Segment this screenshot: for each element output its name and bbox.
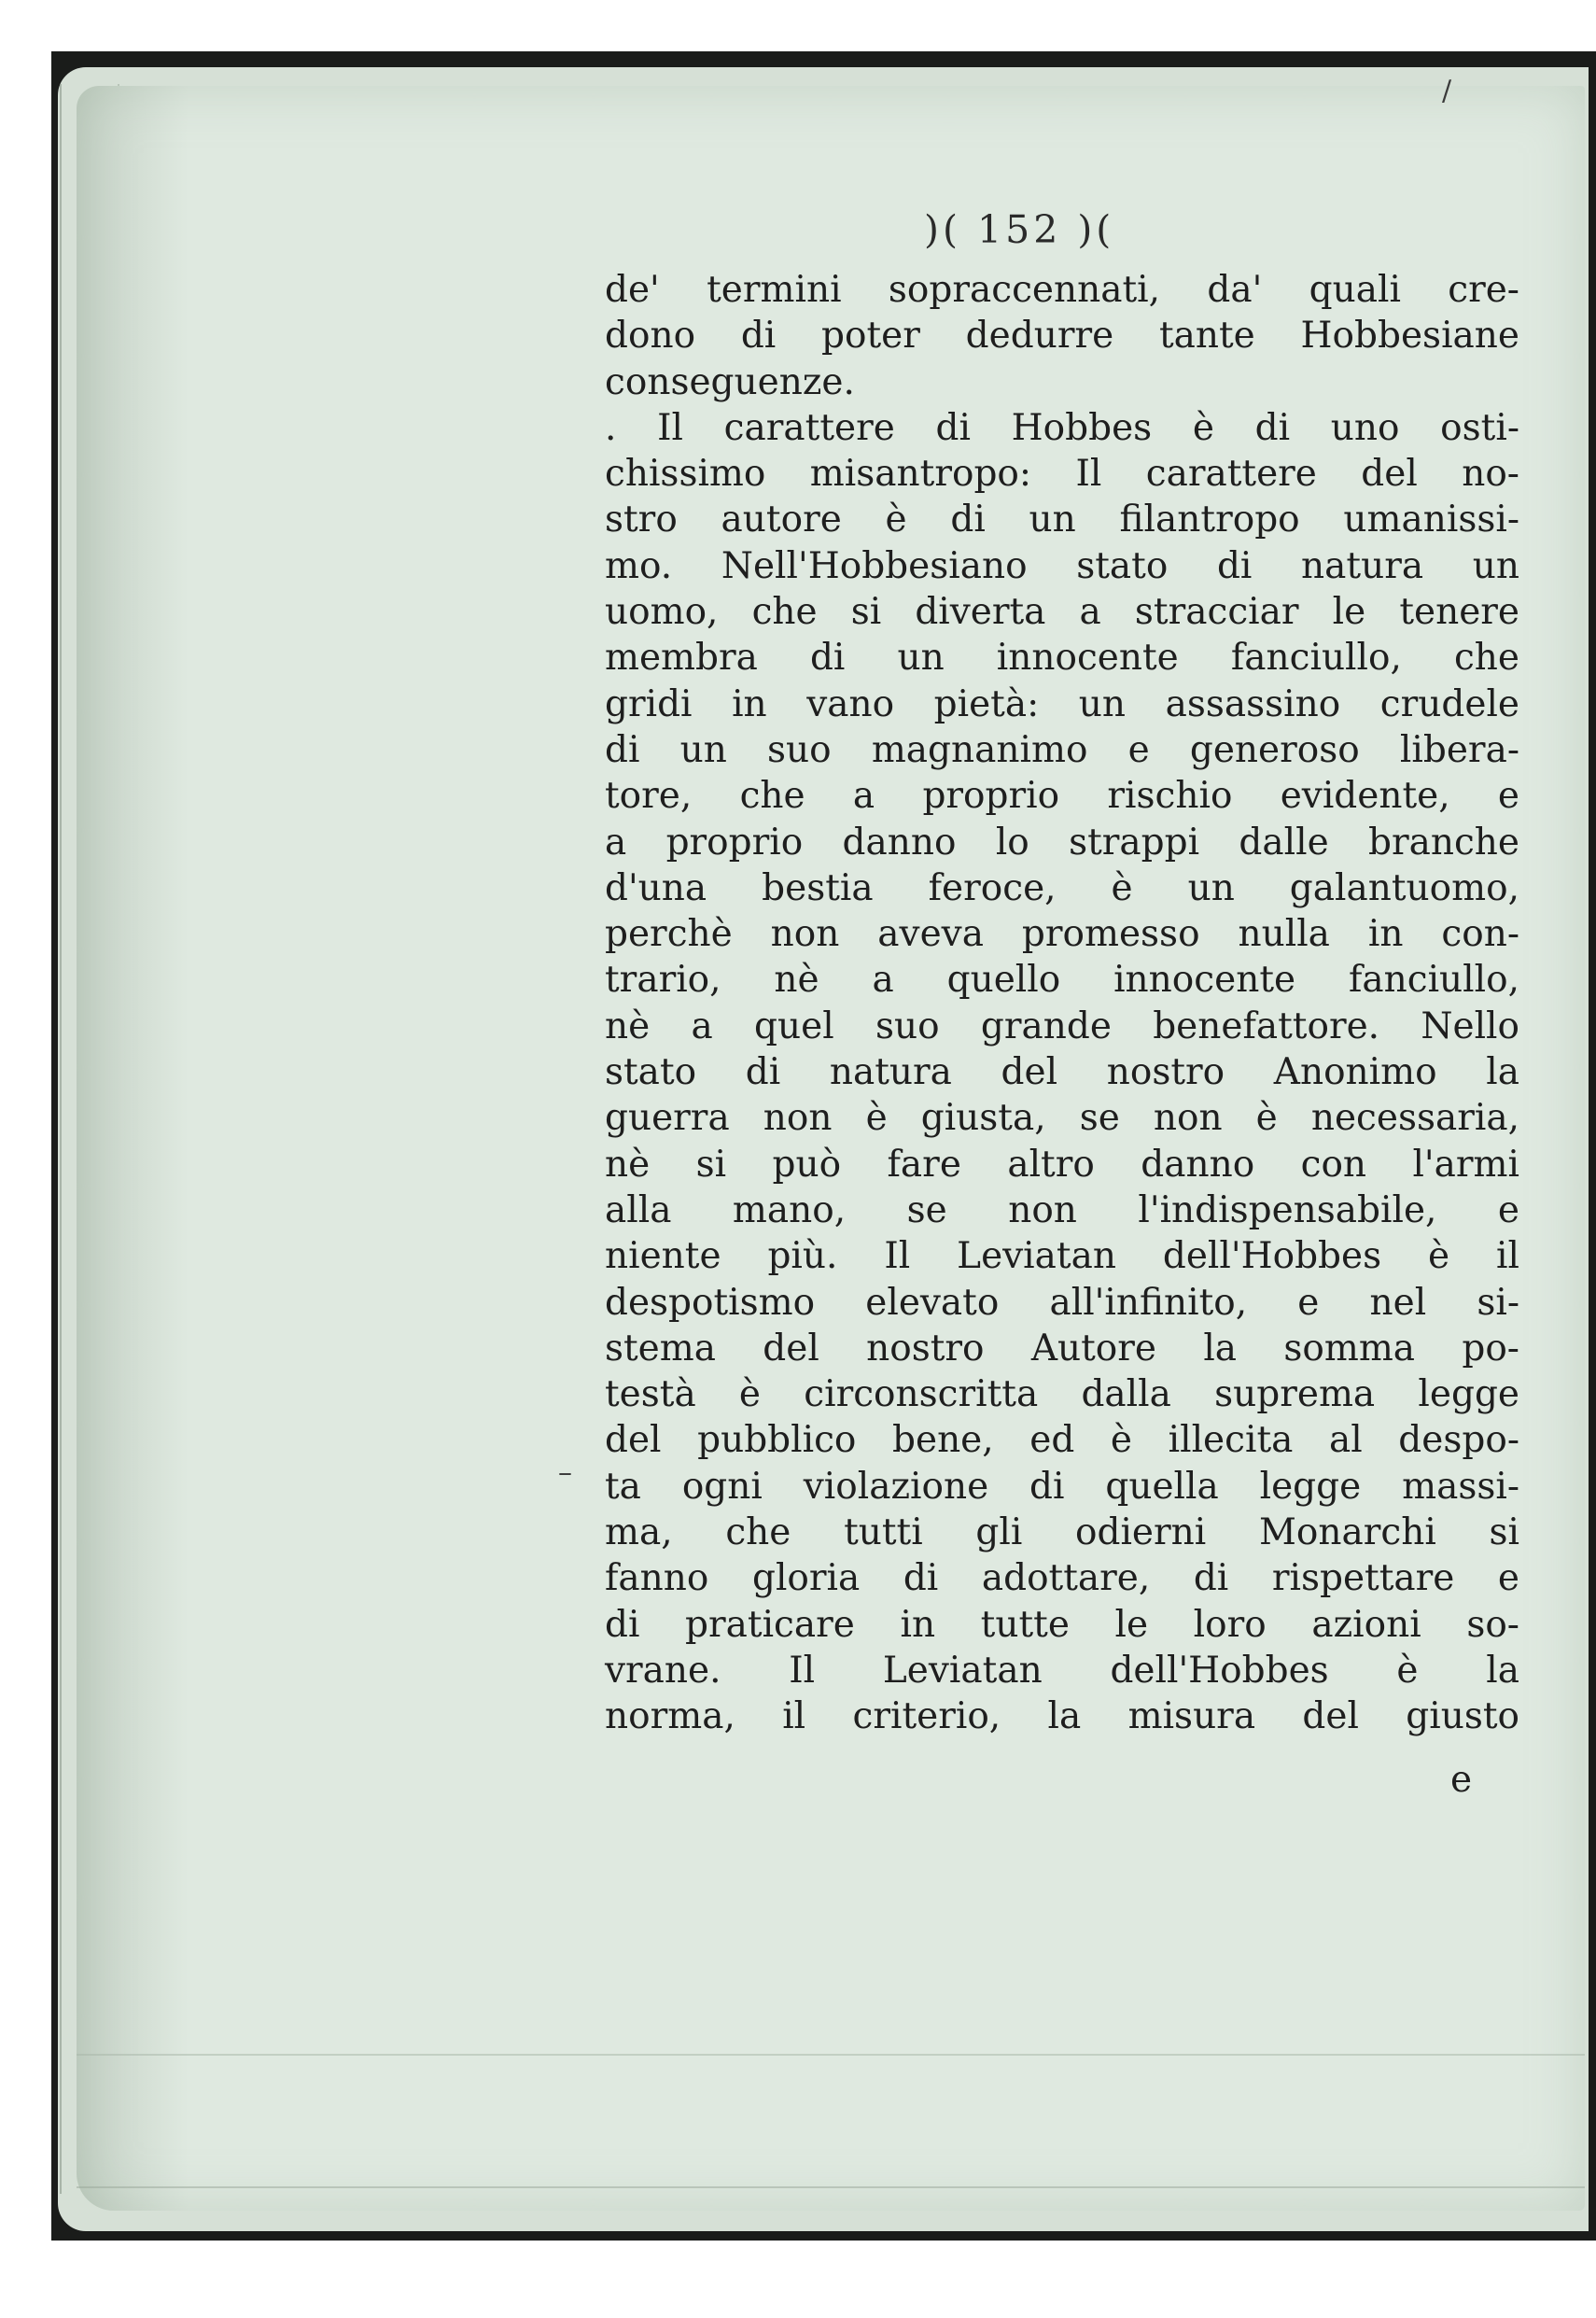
- text-line: gridi in vano pietà: un assassino crudele: [605, 682, 1519, 725]
- text-line: mo. Nell'Hobbesiano stato di natura un: [605, 544, 1519, 587]
- text-line: a proprio danno lo strappi dalle branche: [605, 821, 1519, 864]
- text-line: stema del nostro Autore la somma po-: [605, 1327, 1519, 1370]
- text-line: tore, che a proprio rischio evidente, e: [605, 775, 1519, 818]
- text-line: norma, il criterio, la misura del giusto: [605, 1695, 1519, 1738]
- bottom-page-edges: [77, 2054, 1585, 2188]
- text-line: del pubblico bene, ed è illecita al despo-: [605, 1419, 1519, 1462]
- text-line: perchè non aveva promesso nulla in con-: [605, 913, 1519, 956]
- text-line: stro autore è di un filantropo umanissi-: [605, 499, 1519, 541]
- text-line: nè si può fare altro danno con l'armi: [605, 1143, 1519, 1186]
- text-line: alla mano, se non l'indispensabile, e: [605, 1188, 1519, 1231]
- text-line: vrane. Il Leviatan dell'Hobbes è la: [605, 1649, 1519, 1692]
- body-text: [605, 267, 1519, 1740]
- text-line: chissimo misantropo: Il carattere del no-: [605, 453, 1519, 496]
- text-line: stato di natura del nostro Anonimo la: [605, 1051, 1519, 1094]
- text-line: trario, nè a quello innocente fanciullo,: [605, 959, 1519, 1002]
- text-line: niente più. Il Leviatan dell'Hobbes è il: [605, 1235, 1519, 1278]
- text-line: fanno gloria di adottare, di rispettare e: [605, 1557, 1519, 1600]
- text-line: dono di poter dedurre tante Hobbesiane: [605, 315, 1519, 358]
- margin-dash: –: [558, 1456, 572, 1489]
- text-line: . Il carattere di Hobbes è di uno osti-: [605, 406, 1519, 449]
- text-line: ta ogni violazione di quella legge massi-: [605, 1465, 1519, 1508]
- text-line: membra di un innocente fanciullo, che: [605, 637, 1519, 680]
- text-line: de' termini sopraccennati, da' quali cre-: [605, 269, 1519, 311]
- text-line: guerra non è giusta, se non è necessaria,: [605, 1097, 1519, 1140]
- text-line: di un suo magnanimo e generoso libera-: [605, 728, 1519, 771]
- text-line: conseguenze.: [605, 360, 855, 403]
- text-line: d'una bestia feroce, è un galantuomo,: [605, 866, 1519, 909]
- text-line: nè a quel suo grande benefattore. Nello: [605, 1004, 1519, 1047]
- text-line: despotismo elevato all'infinito, e nel si-: [605, 1281, 1519, 1324]
- catchword: e: [1450, 1759, 1473, 1801]
- text-line: di praticare in tutte le loro azioni so-: [605, 1603, 1519, 1646]
- text-line: ma, che tutti gli odierni Monarchi si: [605, 1511, 1519, 1554]
- text-line: uomo, che si diverta a stracciar le tenere: [605, 591, 1519, 634]
- margin-tick: /: [1442, 75, 1452, 107]
- page-number-header: )( 152 )(: [924, 207, 1115, 252]
- text-line: testà è circonscritta dalla suprema legge: [605, 1373, 1519, 1416]
- gutter-shadow: [77, 86, 189, 2211]
